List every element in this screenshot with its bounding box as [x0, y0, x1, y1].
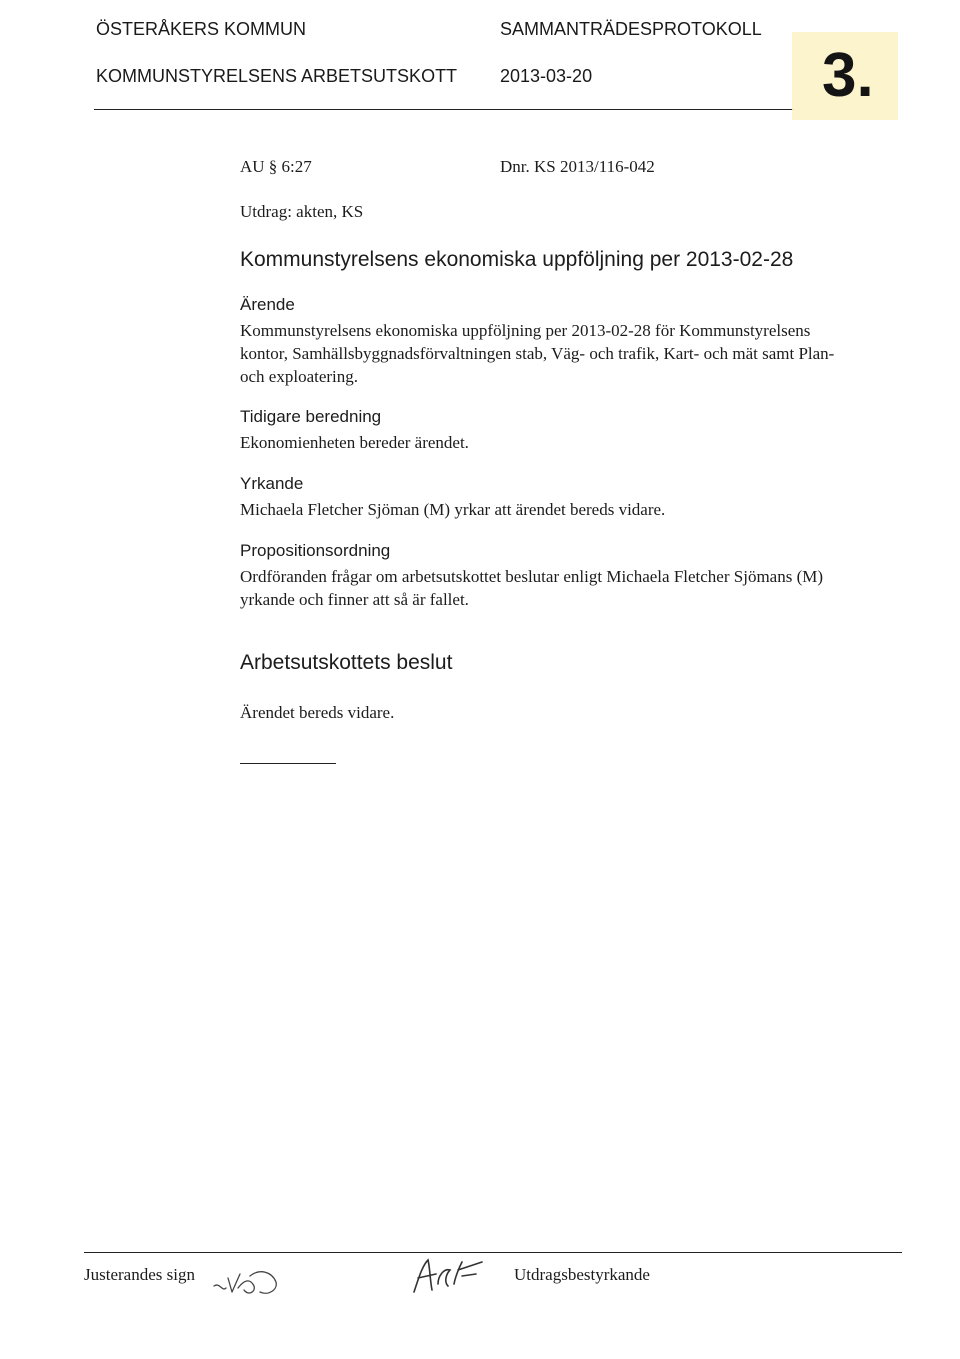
- section-heading-tidigare-beredning: Tidigare beredning: [240, 407, 382, 426]
- document-title: Kommunstyrelsens ekonomiska uppföljning per 2013-02-28: [240, 248, 794, 271]
- paragraph-number: AU § 6:27: [240, 157, 312, 176]
- adjuster-sign-label: Justerandes sign: [84, 1265, 195, 1284]
- protocol-type: SAMMANTRÄDESPROTOKOLL: [500, 19, 762, 39]
- footer-divider: [84, 1252, 902, 1253]
- decision-body: Ärendet bereds vidare.: [240, 703, 395, 722]
- committee-name: KOMMUNSTYRELSENS ARBETSUTSKOTT: [96, 66, 458, 86]
- decision-end-rule: [240, 763, 336, 764]
- meeting-date: 2013-03-20: [500, 66, 593, 86]
- extract-certification-label: Utdragsbestyrkande: [514, 1265, 650, 1284]
- sticker-number: 3.: [822, 41, 874, 110]
- decision-heading: Arbetsutskottets beslut: [240, 651, 453, 674]
- extract-recipients: Utdrag: akten, KS: [240, 202, 364, 221]
- header-divider: [94, 109, 794, 110]
- section-heading-arende: Ärende: [240, 295, 295, 314]
- section-body-tidigare-beredning: Ekonomienheten bereder ärendet.: [240, 433, 469, 452]
- section-body-propositionsordning: Ordföranden frågar om arbetsutskottet beslutar enligt Michaela Fletcher Sjömans (M) yrkande och finner att så är fallet.: [240, 567, 824, 609]
- section-heading-propositionsordning: Propositionsordning: [240, 541, 391, 560]
- municipality-name: ÖSTERÅKERS KOMMUN: [96, 19, 307, 39]
- adjuster-signature-1: [210, 1258, 290, 1300]
- section-heading-yrkande: Yrkande: [240, 474, 304, 493]
- adjuster-signature-2: [408, 1254, 494, 1298]
- section-body-arende: Kommunstyrelsens ekonomiska uppföljning per 2013-02-28 för Kommunstyrelsens kontor, Samhällsbyggnadsförvaltningen stab, Väg- och trafik, Kart- och mät samt Plan- och exploatering.: [240, 321, 835, 386]
- section-body-yrkande: Michaela Fletcher Sjöman (M) yrkar att ärendet bereds vidare.: [240, 500, 666, 519]
- case-number: Dnr. KS 2013/116-042: [500, 157, 655, 176]
